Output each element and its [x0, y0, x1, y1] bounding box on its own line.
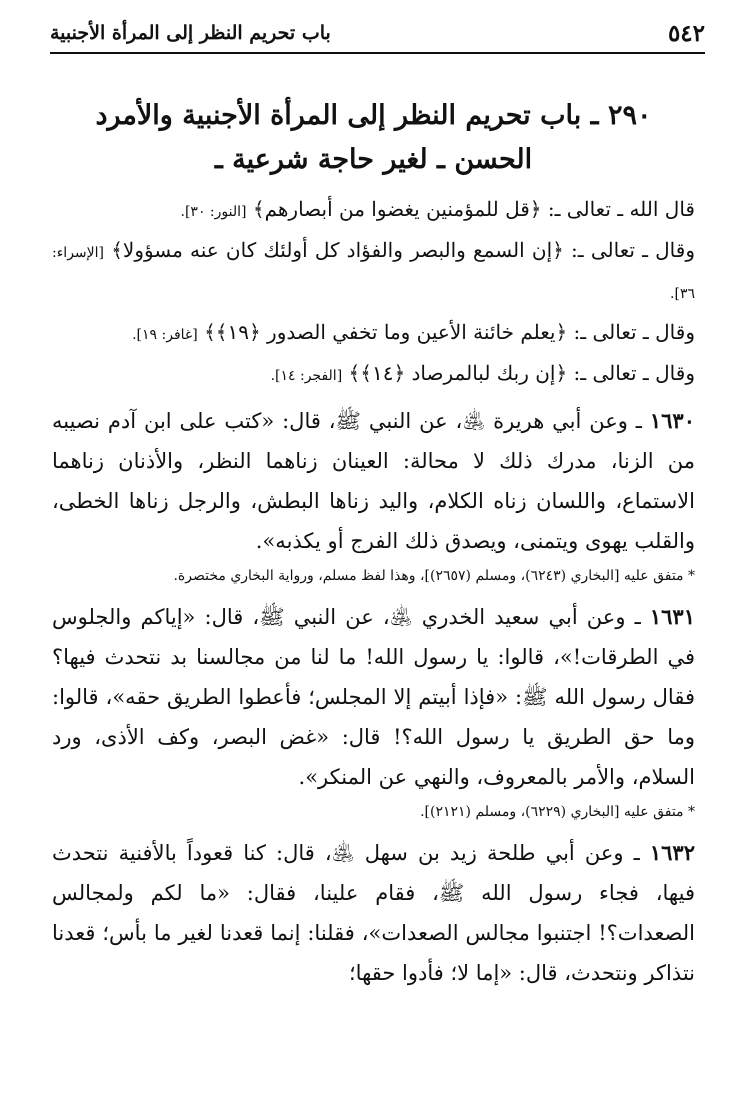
- hadith-text: ـ وعن أبي هريرة ﵁، عن النبي ﷺ، قال: «كتب على ابن آدم نصيبه من الزنا، مدرك ذلك لا محالة: العينان زناهما النظر، والأذنان زناهما الاستماع، واللسان زناه الكلام، واليد زناها البطش، والرجل زناها الخطى، والقلب يهوى ويتمنى، ويصدق ذلك الفرج أو يكذبه».: [52, 409, 695, 553]
- verse-reference: [الإسراء: ٣٦].: [52, 245, 695, 302]
- hadith-entry: [52, 833, 695, 993]
- hadith-number: ١٦٣٢: [649, 840, 695, 865]
- hadith-number: ١٦٣٠: [649, 408, 695, 433]
- hadith-number: ١٦٣١: [649, 604, 695, 629]
- verse-quote: [52, 190, 695, 231]
- verse-text: وقال ـ تعالى ـ: ﴿يعلم خائنة الأعين وما تخفي الصدور ﴿١٩﴾﴾: [204, 320, 695, 344]
- chapter-title-line-1: ٢٩٠ ـ باب تحريم النظر إلى المرأة الأجنبية والأمرد: [95, 100, 652, 131]
- verse-text: وقال ـ تعالى ـ: ﴿إن السمع والبصر والفؤاد كل أولئك كان عنه مسؤولا﴾: [111, 238, 695, 262]
- verse-reference: [الفجر: ١٤].: [270, 368, 343, 384]
- running-header: [50, 14, 705, 54]
- verse-text: قال الله ـ تعالى ـ: ﴿قل للمؤمنين يغضوا من أبصارهم﴾: [252, 197, 695, 221]
- verse-reference: [غافر: ١٩].: [132, 327, 198, 343]
- hadith-source: * متفق عليه [البخاري (٦٢٤٣)، ومسلم (٢٦٥٧)]، وهذا لفظ مسلم، ورواية البخاري مختصرة.: [173, 568, 695, 584]
- hadith-text: ـ وعن أبي سعيد الخدري ﵁، عن النبي ﷺ، قال: «إياكم والجلوس في الطرقات!»، قالوا: يا رسول الله! ما لنا من مجالسنا بد نتحدث فيها؟ فقال رسول الله ﷺ: «فإذا أبيتم إلا المجلس؛ فأعطوا الطريق حقه»، قالوا: وما حق الطريق يا رسول الله؟! قال: «غض البصر، وكف الأذى، ورد السلام، والأمر بالمعروف، والنهي عن المنكر».: [52, 605, 695, 789]
- verse-reference: [النور: ٣٠].: [180, 204, 247, 220]
- verse-quote: [52, 313, 695, 354]
- page-number: ٥٤٢: [667, 19, 705, 47]
- hadith-text: ـ وعن أبي طلحة زيد بن سهل ﵁، قال: كنا قعوداً بالأفنية نتحدث فيها، فجاء رسول الله ﷺ، فقام علينا، فقال: «ما لكم ولمجالس الصعدات؟! اجتنبوا مجالس الصعدات»، فقلنا: إنما قعدنا لغير ما بأس؛ قعدنا نتذاكر ونتحدث، قال: «إما لا؛ فأدوا حقها؛: [52, 841, 695, 985]
- chapter-title: [52, 94, 695, 182]
- verse-quote: [52, 354, 695, 395]
- hadith-source: * متفق عليه [البخاري (٦٢٢٩)، ومسلم (٢١٢١)].: [420, 804, 695, 820]
- chapter-title-line-2: الحسن ـ لغير حاجة شرعية ـ: [214, 144, 533, 175]
- verse-text: وقال ـ تعالى ـ: ﴿إن ربك لبالمرصاد ﴿١٤﴾﴾: [348, 361, 695, 385]
- verse-quote: [52, 231, 695, 313]
- hadith-entry: [52, 401, 695, 591]
- running-title: باب تحريم النظر إلى المرأة الأجنبية: [50, 22, 331, 44]
- page-body: [52, 68, 695, 993]
- hadith-entry: [52, 597, 695, 827]
